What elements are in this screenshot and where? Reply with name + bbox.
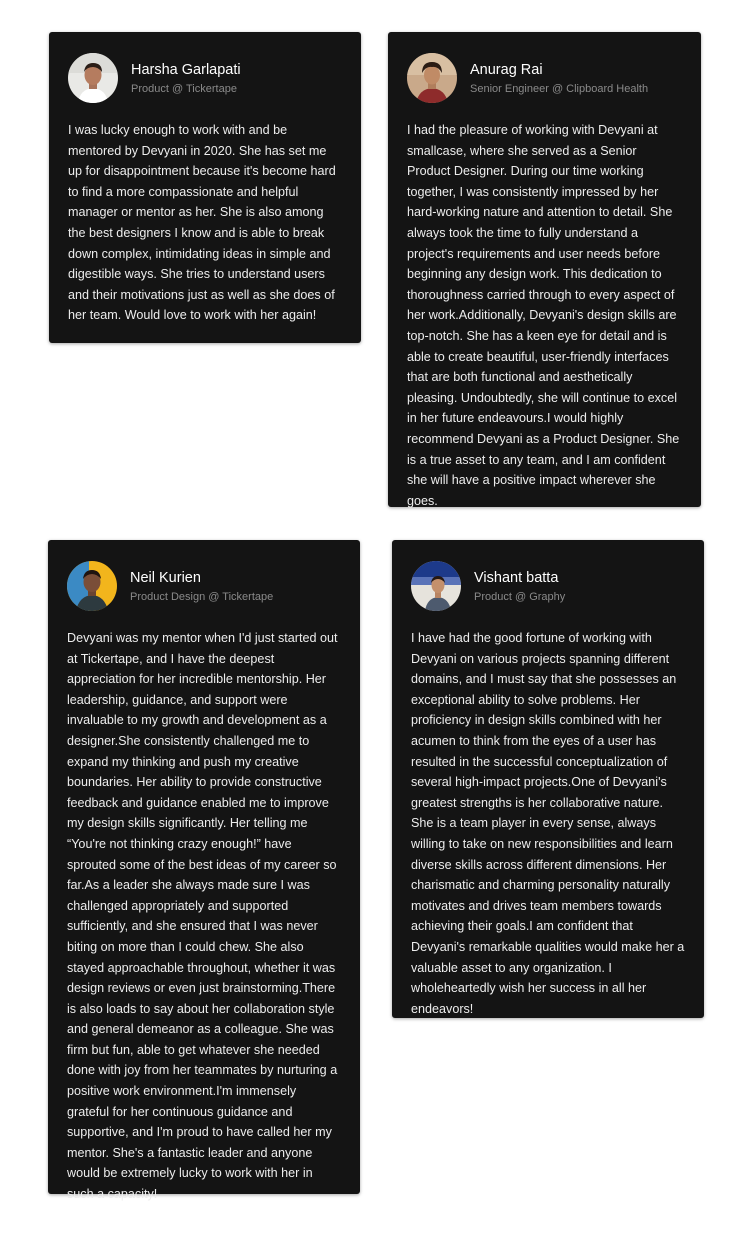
avatar (407, 53, 457, 103)
reviewer-role: Senior Engineer @ Clipboard Health (470, 82, 649, 95)
testimonial-card (48, 540, 360, 1202)
reviewer-role: Product @ Graphy (474, 590, 566, 603)
testimonial-text: Devyani was my mentor when I'd just started out at Tickertape, and I have the deepest appreciation for her incredible mentorship. Her leadership, guidance, and support were invaluable to my growth and development as a designer.She consistently challenged me to expand my thinking and push my creative boundaries. Her ability to provide constructive feedback and guidance enabled me to improve my design skills significantly. Her telling me “You're not thinking crazy enough!” have sprouted some of the best ideas of my career so far.As a leader she always made sure I was challenged appropriately and supported sufficiently, and she ensured that I was never biting on more than I could chew. She also stayed approachable throughout, whether it was design reviews or even just brainstorming.There is also loads to say about her collaboration style and general demeanor as a colleague. She was firm but fun, able to get whatever she needed done with joy from her teammates by nurturing a positive work environment.I'm immensely grateful for her continuous guidance and supportive, and I'm proud to have called her my mentor. She's a fantastic leader and anyone would be extremely lucky to work with her in such a capacity! (67, 631, 338, 1202)
reviewer-name: Anurag Rai (470, 61, 543, 78)
testimonial-card (388, 32, 701, 507)
reviewer-role: Product Design @ Tickertape (130, 590, 274, 603)
testimonial-header (411, 560, 685, 612)
testimonial-header (68, 52, 342, 104)
testimonial-text: I was lucky enough to work with and be mentored by Devyani in 2020. She has set me up for disappointment because it's become hard to find a more compassionate and helpful manager or mentor as her. She is also among the best designers I know and is able to break down complex, intimidating ideas in simple and digestible ways. She tries to understand users and their motivations just as well as she does of her team. Would love to work with her again! (68, 123, 336, 323)
reviewer-name: Vishant batta (474, 569, 559, 586)
avatar (68, 53, 118, 103)
reviewer-role: Product @ Tickertape (131, 82, 237, 95)
testimonial-card (392, 540, 704, 1018)
testimonial-header (407, 52, 682, 104)
testimonial-text: I had the pleasure of working with Devyani at smallcase, where she served as a Senior Product Designer. During our time working together, I was consistently impressed by her hard-working nature and attention to detail. She always took the time to fully understand a project's requirements and user needs before beginning any design work. This dedication to thoroughness carried through to every aspect of her work.Additionally, Devyani's design skills are top-notch. She has a keen eye for detail and is able to create beautiful, user-friendly interfaces that are both functional and aesthetically pleasing. Undoubtedly, she will continue to excel in her future endeavours.I would highly recommend Devyani as a Product Designer. She is a true asset to any team, and I am confident she will have a positive impact wherever she goes. (407, 123, 680, 508)
avatar (67, 561, 117, 611)
avatar (411, 561, 461, 611)
testimonial-text: I have had the good fortune of working with Devyani on various projects spanning different domains, and I must say that she possesses an exceptional ability to solve problems. Her proficiency in design skills combined with her acumen to think from the eyes of a user has resulted in the successful conceptualization of several high-impact projects.One of Devyani's greatest strengths is her collaborative nature. She is a team player in every sense, always willing to take on new responsibilities and learn diverse skills across different dimensions. Her charismatic and charming personality naturally motivates and drives team members towards achieving their goals.I am confident that Devyani's remarkable qualities would make her a valuable asset to any organization. I wholeheartedly wish her success in all her endeavors! (411, 631, 685, 1016)
testimonial-card (49, 32, 361, 343)
testimonial-header (67, 560, 341, 612)
reviewer-name: Neil Kurien (130, 569, 201, 586)
reviewer-name: Harsha Garlapati (131, 61, 241, 78)
